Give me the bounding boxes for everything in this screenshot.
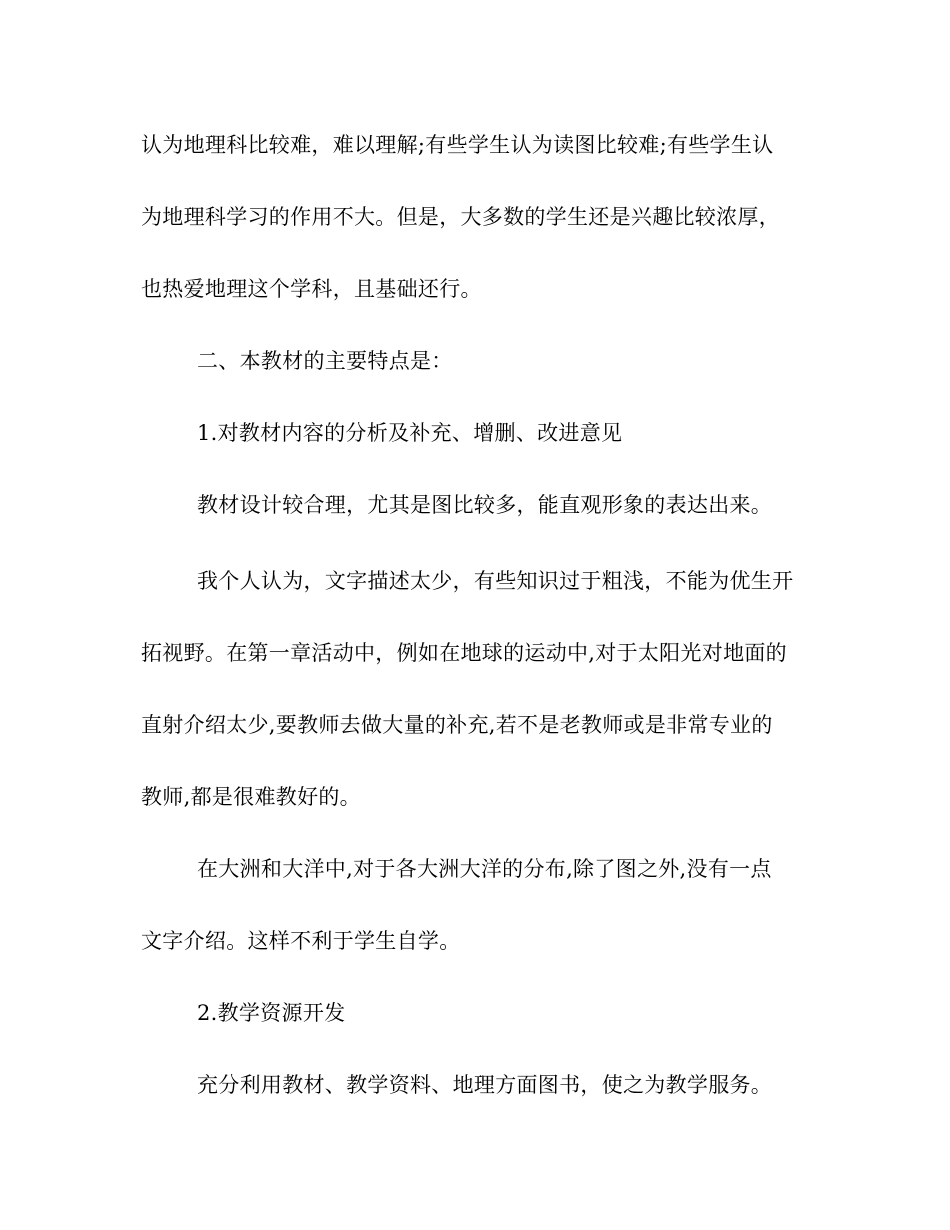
paragraph-line: 也热爱地理这个学科，且基础还行。 <box>141 277 482 301</box>
subsection-heading: 2.教学资源开发 <box>197 1001 346 1025</box>
paragraph-line: 在大洲和大洋中,对于各大洲大洋的分布,除了图之外,没有一点 <box>197 857 772 881</box>
paragraph-line: 认为地理科比较难，难以理解;有些学生认为读图比较难;有些学生认 <box>141 133 774 157</box>
paragraph-line: 为地理科学习的作用不大。但是，大多数的学生还是兴趣比较浓厚， <box>141 205 780 229</box>
paragraph-line: 教材设计较合理，尤其是图比较多，能直观形象的表达出来。 <box>197 493 773 517</box>
subsection-heading: 1.对教材内容的分析及补充、增删、改进意见 <box>197 421 623 445</box>
paragraph-line: 充分利用教材、教学资料、地理方面图书，使之为教学服务。 <box>197 1073 773 1097</box>
paragraph-line: 拓视野。在第一章活动中，例如在地球的运动中,对于太阳光对地面的 <box>141 641 787 665</box>
paragraph-line: 我个人认为，文字描述太少，有些知识过于粗浅，不能为优生开 <box>197 569 794 593</box>
paragraph-line: 文字介绍。这样不利于学生自学。 <box>141 929 461 953</box>
section-heading: 二、本教材的主要特点是： <box>197 349 453 373</box>
paragraph-line: 直射介绍太少,要教师去做大量的补充,若不是老教师或是非常专业的 <box>141 713 773 737</box>
paragraph-line: 教师,都是很难教好的。 <box>141 785 361 809</box>
